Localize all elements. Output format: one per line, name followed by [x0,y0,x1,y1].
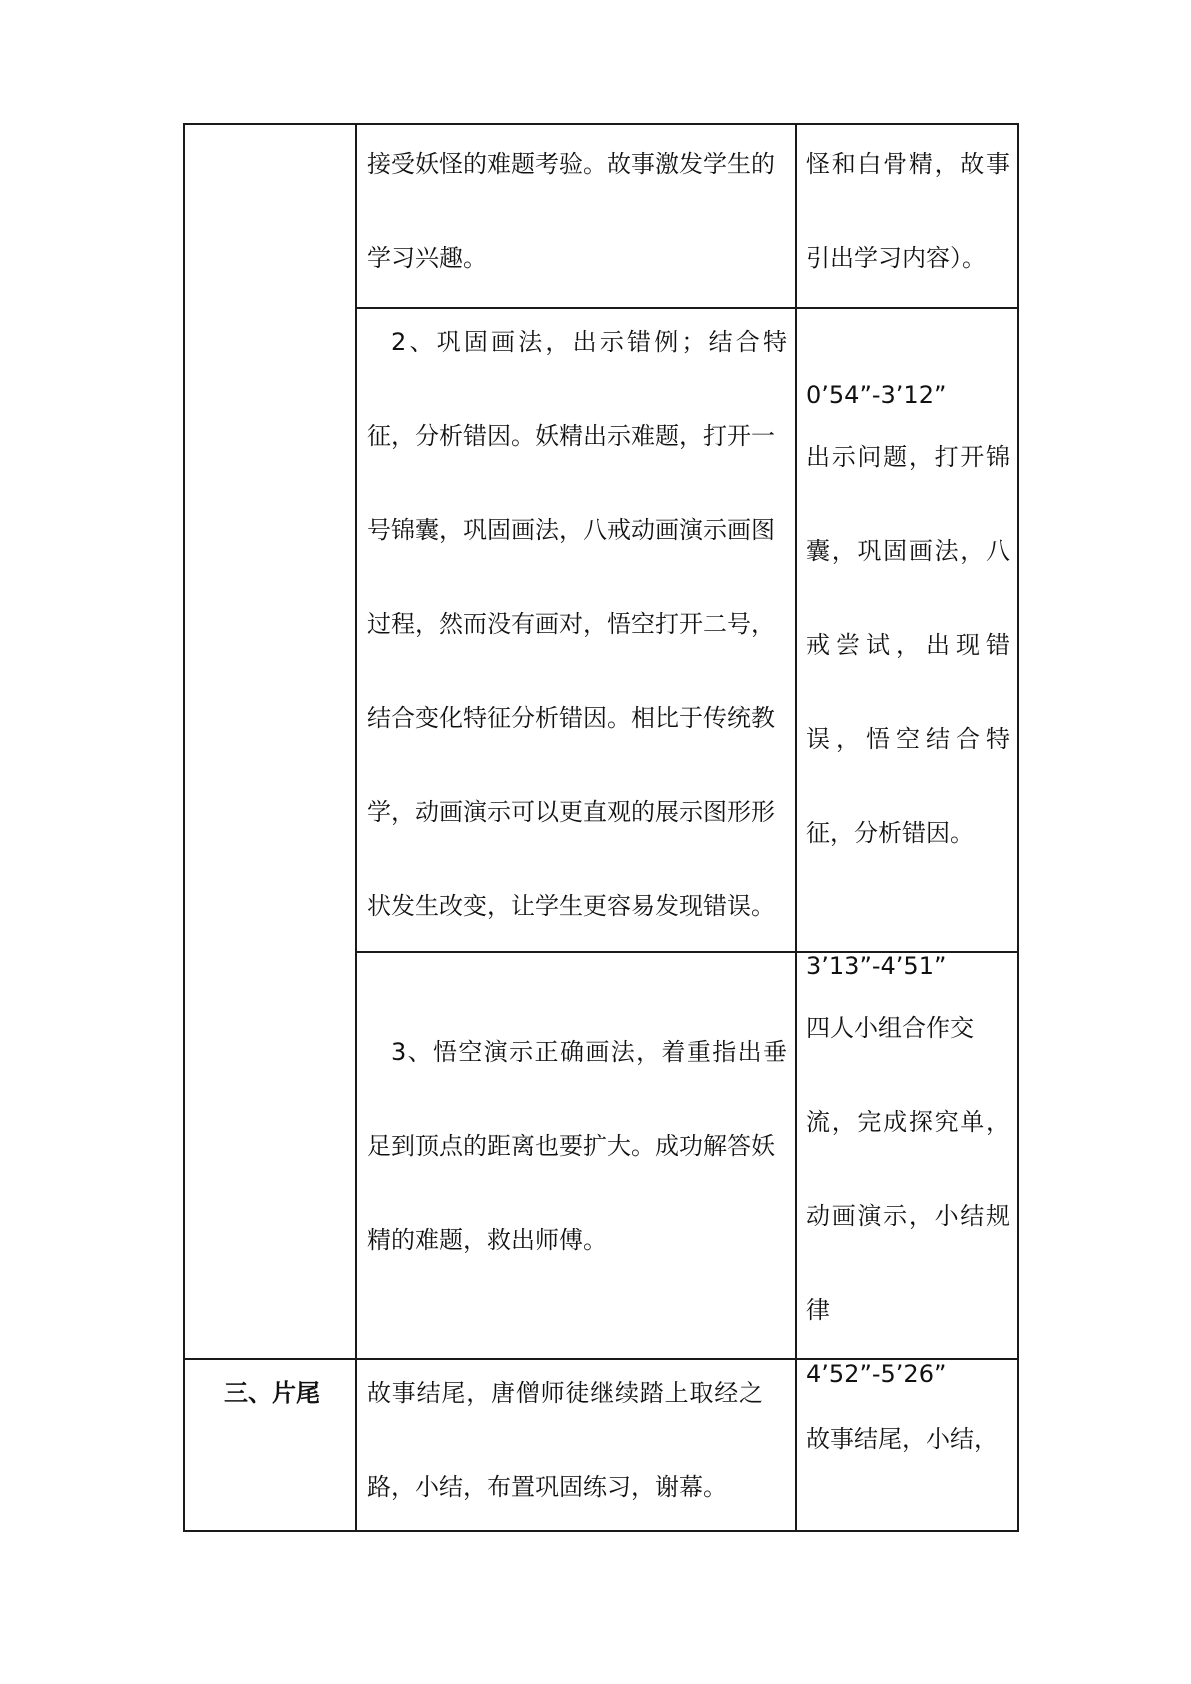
note-line: 怪和白骨精，故事 [806,150,1010,178]
description-line: 足到顶点的距离也要扩大。成功解答妖 [367,1132,775,1160]
row-divider-1 [355,307,1019,309]
table-border-right [1017,123,1019,1532]
note-line: 动画演示，小结规 [806,1202,1010,1230]
description-line: 号锦囊，巩固画法，八戒动画演示画图 [367,516,775,544]
table-border-bottom [183,1530,1019,1532]
timecode: 3’13”-4’51” [806,952,947,980]
note-line: 流，完成探究单， [806,1108,1010,1136]
description-line: 征，分析错因。妖精出示难题，打开一 [367,422,775,450]
note-line: 误，悟空结合特 [806,725,1010,753]
description-line: 故事结尾，唐僧师徒继续踏上取经之 [367,1379,763,1407]
note-line: 囊，巩固画法，八 [806,537,1010,565]
column-divider-1 [355,123,357,1532]
description-line: 过程，然而没有画对，悟空打开二号， [367,610,775,638]
timecode: 0’54”-3’12” [806,381,947,409]
note-line: 故事结尾，小结， [806,1425,998,1453]
section-title: 三、片尾 [224,1379,320,1407]
table-border-top [183,123,1019,125]
description-line: 精的难题，救出师傅。 [367,1226,607,1254]
note-line: 律 [806,1296,830,1324]
description-line: 状发生改变，让学生更容易发现错误。 [367,892,775,920]
description-line: 接受妖怪的难题考验。故事激发学生的 [367,150,775,178]
description-line: 2、巩固画法，出示错例；结合特 [391,328,787,356]
description-line: 3、悟空演示正确画法，着重指出垂 [391,1038,787,1066]
note-line: 征，分析错因。 [806,819,974,847]
note-line: 四人小组合作交 [806,1014,974,1042]
column-divider-2 [795,123,797,1532]
description-line: 路，小结，布置巩固练习，谢幕。 [367,1473,727,1501]
description-line: 学习兴趣。 [367,244,487,272]
note-line: 出示问题，打开锦 [806,443,1010,471]
description-line: 结合变化特征分析错因。相比于传统教 [367,704,775,732]
table-border-left [183,123,185,1532]
note-line: 引出学习内容）。 [806,244,986,272]
note-line: 戒尝试，出现错 [806,631,1010,659]
timecode: 4’52”-5’26” [806,1360,947,1388]
description-line: 学，动画演示可以更直观的展示图形形 [367,798,775,826]
